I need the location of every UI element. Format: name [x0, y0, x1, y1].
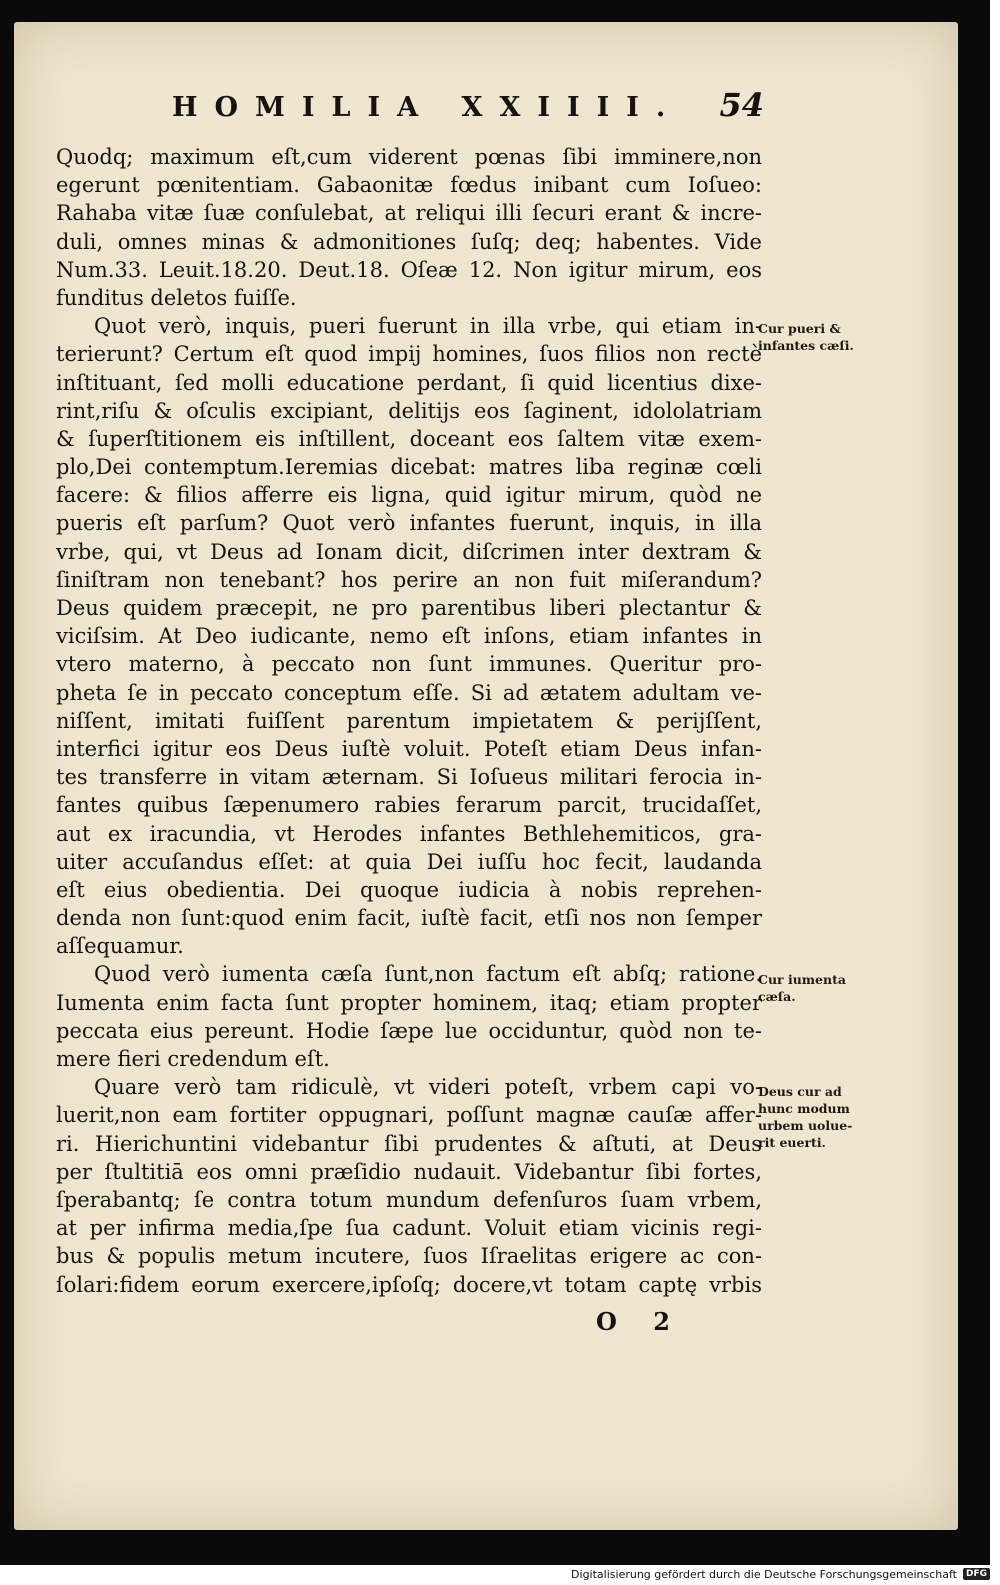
- homily-title: HOMILIA XXIIII.: [172, 92, 683, 123]
- text-line: Quot verò, inquis, pueri fuerunt in illa vrbe, qui etiam in-: [94, 314, 762, 339]
- body-text: [56, 143, 762, 1299]
- text-line: per ſtultitiā eos omni præſidio nudauit. Videbantur ſibi fortes,: [56, 1159, 762, 1184]
- text-line: interfici igitur eos Deus iuſtè voluit. Poteſt etiam Deus infan-: [56, 736, 762, 761]
- text-line: peccata eius pereunt. Hodie ſæpe lue occiduntur, quòd non te-: [56, 1018, 762, 1043]
- text-line: denda non ſunt:quod enim facit, iuſtè facit, etſi nos non ſemper: [56, 906, 762, 931]
- text-line: Deus quidem præcepit, ne pro parentibus liberi plectantur &: [56, 596, 762, 620]
- text-line: vrbe, qui, vt Deus ad Ionam dicit, diſcrimen inter dextram &: [56, 539, 762, 564]
- text-line: tes transferre in vitam æternam. Si Ioſueus militari ferocia in-: [56, 765, 762, 790]
- text-line: plo,Dei contemptum.Ieremias dicebat: matres liba reginæ cœli: [56, 455, 762, 480]
- text-line: Quodq; maximum eſt,cum viderent pœnas ſibi imminere,non: [56, 145, 762, 169]
- text-line: uiter accuſandus eſſet: at quia Dei iuſſu hoc fecit, laudanda: [56, 849, 762, 874]
- margin-note-line: Deus cur ad: [758, 1084, 842, 1099]
- text-line: aut ex iracundia, vt Herodes infantes Bethlehemiticos, gra-: [56, 821, 762, 846]
- text-line: egerunt pœnitentiam. Gabaonitæ fœdus inibant cum Ioſueo:: [56, 173, 762, 198]
- text-line: Quod verò iumenta cæſa ſunt,non factum eſt abſq; ratione.: [94, 962, 762, 987]
- text-line: aſſequamur.: [56, 934, 184, 959]
- text-line: & ſuperſtitionem eis inſtillent, doceant eos ſaltem vitæ exem-: [56, 426, 762, 451]
- text-line: fantes quibus ſæpenumero rabies ferarum parcit, trucidaſſet,: [56, 793, 762, 818]
- funding-note: Digitalisierung gefördert durch die Deutsche Forschungsgemeinschaft: [571, 1567, 957, 1581]
- margin-note-line: infantes cæſi.: [758, 338, 854, 353]
- text-line: ſperabantq; ſe contra totum mundum defenſuros ſuam vrbem,: [56, 1187, 762, 1212]
- text-line: ſolari:fidem eorum exercere,ipſoſq; docere,vt totam captę vrbis: [56, 1272, 762, 1297]
- margin-note-city: [758, 1083, 878, 1151]
- text-line: at per infirma media,ſpe ſua cadunt. Voluit etiam vicinis regi-: [56, 1216, 762, 1241]
- margin-note-line: urbem uolue-: [758, 1118, 853, 1133]
- text-line: Quare verò tam ridiculè, vt videri poteſt, vrbem capi vo-: [94, 1075, 762, 1100]
- text-line: Num.33. Leuit.18.20. Deut.18. Oſeæ 12. Non igitur mirum, eos: [56, 257, 762, 282]
- text-line: pueris eſt parſum? Quot verò infantes fuerunt, inquis, in illa: [56, 511, 762, 536]
- text-line: rint,riſu & oſculis excipiant, delitijs eos ſaginent, idololatriam: [56, 398, 762, 423]
- text-line: terierunt? Certum eſt quod impij homines, ſuos filios non rectè: [56, 342, 762, 367]
- margin-note-line: rit euerti.: [758, 1135, 826, 1150]
- margin-note-cattle: [758, 971, 878, 1005]
- text-line: bus & populis metum incutere, ſuos Iſraelitas erigere ac con-: [56, 1244, 762, 1269]
- text-line: niſſent, imitati fuiſſent parentum impietatem & perijſſent,: [56, 708, 762, 733]
- margin-note-line: Cur iumenta: [758, 972, 846, 987]
- text-line: vtero materno, à peccato non ſunt immunes. Queritur pro-: [56, 652, 762, 677]
- text-line: luerit,non eam fortiter oppugnari, poſſunt magnæ cauſæ affer-: [56, 1103, 762, 1128]
- signature-mark: O 2: [596, 1307, 684, 1336]
- margin-note-line: cæſa.: [758, 989, 796, 1004]
- running-head: [172, 86, 772, 136]
- text-line: inſtituant, ſed molli educatione perdant, ſi quid licentius dixe-: [56, 370, 762, 395]
- margin-note-line: Cur pueri &: [758, 321, 841, 336]
- text-line: duli, omnes minas & admonitiones ſuſq; deq; habentes. Vide: [56, 229, 762, 254]
- text-line: funditus deletos fuiſſe.: [56, 285, 297, 310]
- text-line: mere fieri credendum eſt.: [56, 1047, 330, 1071]
- margin-note-line: hunc modum: [758, 1101, 850, 1116]
- text-line: ri. Hierichuntini videbantur ſibi prudentes & aſtuti, at Deus: [56, 1131, 762, 1156]
- page-number: 54: [719, 86, 764, 124]
- text-line: facere: & filios afferre eis ligna, quid igitur mirum, quòd ne: [56, 483, 762, 508]
- text-line: pheta ſe in peccato conceptum eſſe. Si ad ætatem adultam ve-: [56, 680, 762, 705]
- text-line: viciſsim. At Deo iudicante, nemo eſt inſons, etiam infantes in: [56, 624, 762, 649]
- text-line: Rahaba vitæ ſuæ conſulebat, at reliqui illi ſecuri erant & incre-: [56, 201, 762, 226]
- dfg-logo: DFG: [963, 1568, 990, 1580]
- margin-note-children: [758, 320, 878, 354]
- text-line: Iumenta enim facta ſunt propter hominem, itaq; etiam propter: [56, 990, 762, 1015]
- text-line: eſt eius obedientia. Dei quoque iudicia à nobis reprehen-: [56, 877, 762, 902]
- text-line: ſiniſtram non tenebant? hos perire an non fuit miſerandum?: [56, 567, 762, 592]
- footer: [571, 1565, 990, 1583]
